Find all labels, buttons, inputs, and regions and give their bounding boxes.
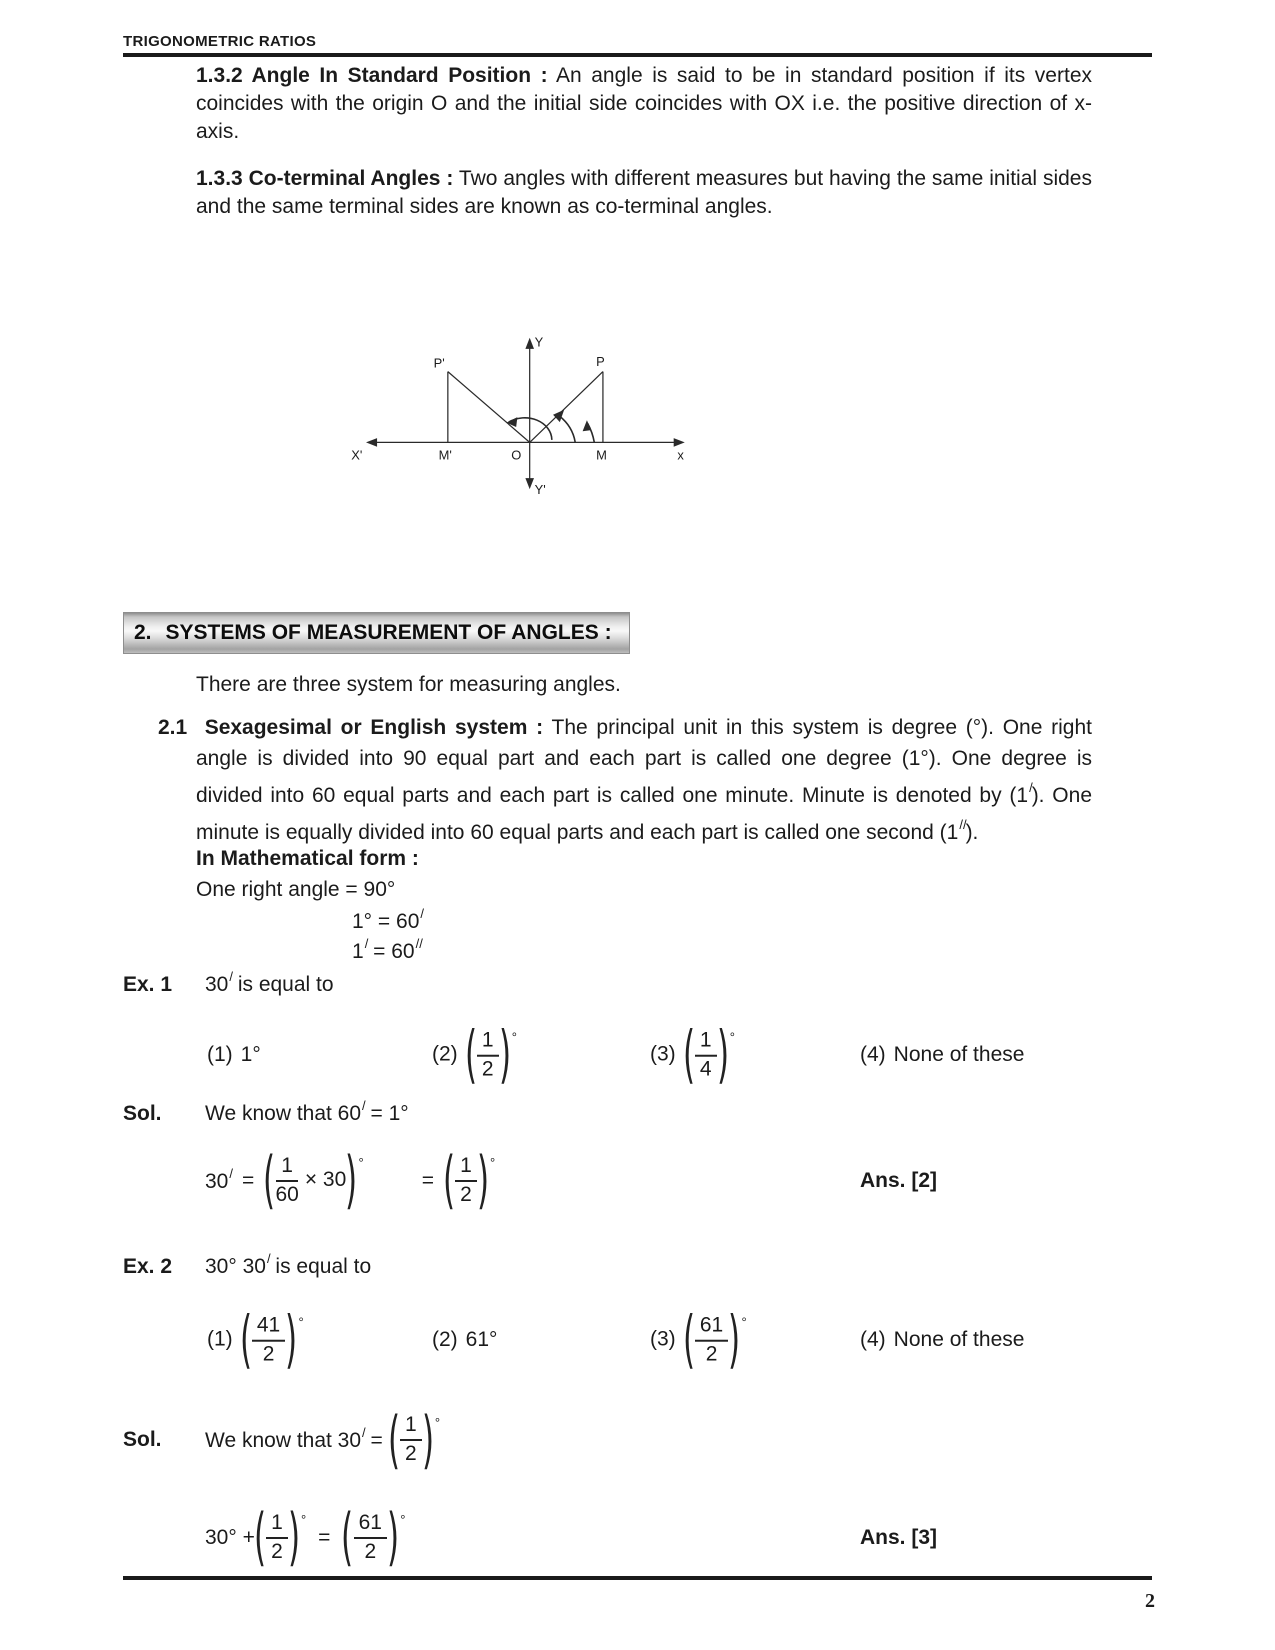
option-1: (1) ( $\frac{41}{2}$ ) °	[207, 1302, 304, 1376]
section-2-title: SYSTEMS OF MEASUREMENT OF ANGLES :	[165, 621, 612, 644]
equals-sign: =	[318, 1525, 331, 1549]
example-1-label: Ex. 1	[123, 973, 173, 996]
label-p: P	[596, 354, 605, 370]
degree-mark: °	[434, 1414, 441, 1430]
y-axis-up-arrow-icon	[525, 338, 534, 349]
option-2: (2) 61°	[432, 1328, 498, 1351]
second-prime-mark: //	[415, 936, 423, 951]
section-1-3-2-heading: 1.3.2 Angle In Standard Position :	[196, 64, 548, 87]
solution-1-row	[123, 1100, 409, 1126]
minute-prime-mark: /	[229, 1165, 233, 1181]
page-number: 2	[1145, 1590, 1155, 1612]
degree-mark: °	[300, 1512, 307, 1528]
solution-2-row	[123, 1395, 1275, 1485]
minute-prime-mark: /	[266, 1251, 271, 1266]
footer-rule	[123, 1576, 1152, 1580]
solution-1-text: We know that 60/ = 1°	[205, 1098, 409, 1125]
formula-lhs: 30/	[205, 1165, 233, 1193]
math-form-line-3: 1/ = 60//	[352, 936, 423, 963]
option-2: (2) ( $\frac{1}{2}$ ) °	[432, 1017, 517, 1091]
option-4: (4) None of these	[860, 1328, 1025, 1351]
solution-2-text: We know that 30/ =	[205, 1425, 383, 1452]
fraction-41-halves-deg: ( $\frac{41}{2}$ ) °	[239, 1302, 304, 1376]
header-rule	[123, 53, 1152, 57]
arc-large-arrow-icon	[506, 417, 517, 427]
label-origin: O	[511, 447, 522, 463]
label-y-negative: Y'	[534, 482, 546, 498]
coterminal-angles-diagram	[350, 266, 910, 556]
equals-sign: =	[421, 1168, 434, 1192]
math-form-heading: In Mathematical form :	[196, 847, 419, 870]
fraction-one-sixtieth-times-30: ( $\frac{1}{60}$ × 30 ) °	[263, 1143, 364, 1217]
arc-outer-arrow-icon	[583, 420, 592, 431]
degree-mark: °	[298, 1314, 304, 1330]
second-prime-mark: //	[959, 817, 967, 832]
example-2-question: 30° 30/ is equal to	[205, 1251, 372, 1278]
section-1-3-3-heading: 1.3.3 Co-terminal Angles :	[196, 167, 454, 190]
option-1: (1) 1°	[207, 1043, 261, 1066]
example-1-row	[123, 971, 334, 997]
math-form-line-2: 1° = 60/	[352, 906, 424, 933]
op-prime-ray	[448, 372, 530, 443]
fraction-61-halves-deg: ( $\frac{61}{2}$ ) °	[682, 1302, 747, 1376]
solution-1-formula-row	[123, 1133, 1275, 1228]
math-form-line-1: One right angle = 90°	[196, 878, 396, 901]
section-1-3-3-body: Two angles with different measures but having the same initial sides and the same terminal sides are known as co-terminal angles.	[196, 167, 1092, 218]
example-1-question: 30/ is equal to	[205, 969, 334, 996]
section-1-3-2-body: An angle is said to be in standard position if its vertex coincides with the origin O and the initial side coincides with OX i.e. the positive direction of x-axis.	[196, 64, 1092, 143]
example-1-options	[123, 1012, 1275, 1098]
label-x-positive: x	[677, 447, 684, 463]
example-2-options	[123, 1295, 1275, 1385]
page-header-title: TRIGONOMETRIC RATIOS	[123, 33, 317, 50]
section-2-1-text-2: ). One minute is equally divided into 60 equal parts and each part is called one second (1	[196, 784, 1092, 844]
section-2-1-text-3: ).	[965, 821, 979, 844]
section-2-1-text: The principal unit in this system is degree (°). One right angle is divided into 90 equal part and each part is called one degree (1°). One degree is divided into 60 equal parts and each part is called one minute. Minute is denoted by (1	[196, 716, 1092, 807]
x-axis-right-arrow-icon	[674, 438, 685, 447]
option-3: (3) ( $\frac{61}{2}$ ) °	[650, 1302, 747, 1376]
example-2-label: Ex. 2	[123, 1255, 173, 1278]
fraction-quarter-deg: ( $\frac{1}{4}$ ) °	[682, 1017, 735, 1091]
option-3: (3) ( $\frac{1}{4}$ ) °	[650, 1017, 735, 1091]
fraction-half-deg: ( $\frac{1}{2}$ ) °	[387, 1402, 441, 1476]
label-p-prime: P'	[433, 355, 445, 371]
section-1-3-2	[196, 62, 1092, 146]
solution-1-label: Sol.	[123, 1102, 162, 1125]
label-y-positive: Y	[534, 334, 544, 350]
rotation-arc-mid	[559, 416, 575, 442]
section-2-header-bar	[123, 612, 630, 654]
x-axis-left-arrow-icon	[366, 438, 377, 447]
minute-prime-mark: /	[362, 1098, 366, 1113]
minute-prime-mark: /	[229, 969, 233, 984]
section-2-number: 2.	[134, 621, 152, 644]
section-2-1	[158, 712, 1092, 848]
minute-prime-mark: /	[362, 1425, 366, 1440]
section-1-3-3	[196, 165, 1092, 221]
fraction-half-deg: ( $\frac{1}{2}$ ) °	[253, 1500, 307, 1574]
label-x-negative: X'	[351, 447, 363, 463]
arc-mid-arrow-icon	[553, 410, 564, 422]
option-4: (4) None of these	[860, 1043, 1025, 1066]
minute-prime-mark: /	[364, 936, 369, 951]
minute-prime-mark: /	[420, 906, 424, 921]
degree-mark: °	[490, 1155, 496, 1171]
answer-1-badge: Ans. [2]	[860, 1168, 938, 1192]
fraction-half-deg: ( $\frac{1}{2}$ ) °	[464, 1017, 517, 1091]
degree-mark: °	[729, 1029, 735, 1045]
solution-2-formula-row	[123, 1490, 1275, 1585]
section-2-1-number: 2.1	[158, 716, 188, 739]
y-axis-down-arrow-icon	[525, 478, 534, 489]
answer-2-badge: Ans. [3]	[860, 1525, 938, 1549]
formula-lhs: 30° +	[205, 1525, 255, 1549]
minute-prime-mark: /	[1029, 780, 1033, 795]
fraction-half-deg: ( $\frac{1}{2}$ ) °	[443, 1143, 496, 1217]
label-m-prime: M'	[438, 447, 452, 463]
fraction-61-halves-deg: ( $\frac{61}{2}$ ) °	[341, 1500, 406, 1574]
example-2-row	[123, 1253, 371, 1279]
equals-sign: =	[241, 1168, 255, 1192]
solution-2-label: Sol.	[123, 1428, 162, 1451]
label-m: M	[596, 447, 607, 463]
section-2-1-heading: Sexagesimal or English system :	[204, 716, 544, 739]
section-2-intro: There are three system for measuring angles.	[196, 673, 621, 696]
degree-mark: °	[511, 1029, 517, 1045]
degree-mark: °	[400, 1512, 406, 1528]
degree-mark: °	[741, 1314, 747, 1330]
degree-mark: °	[358, 1155, 364, 1171]
